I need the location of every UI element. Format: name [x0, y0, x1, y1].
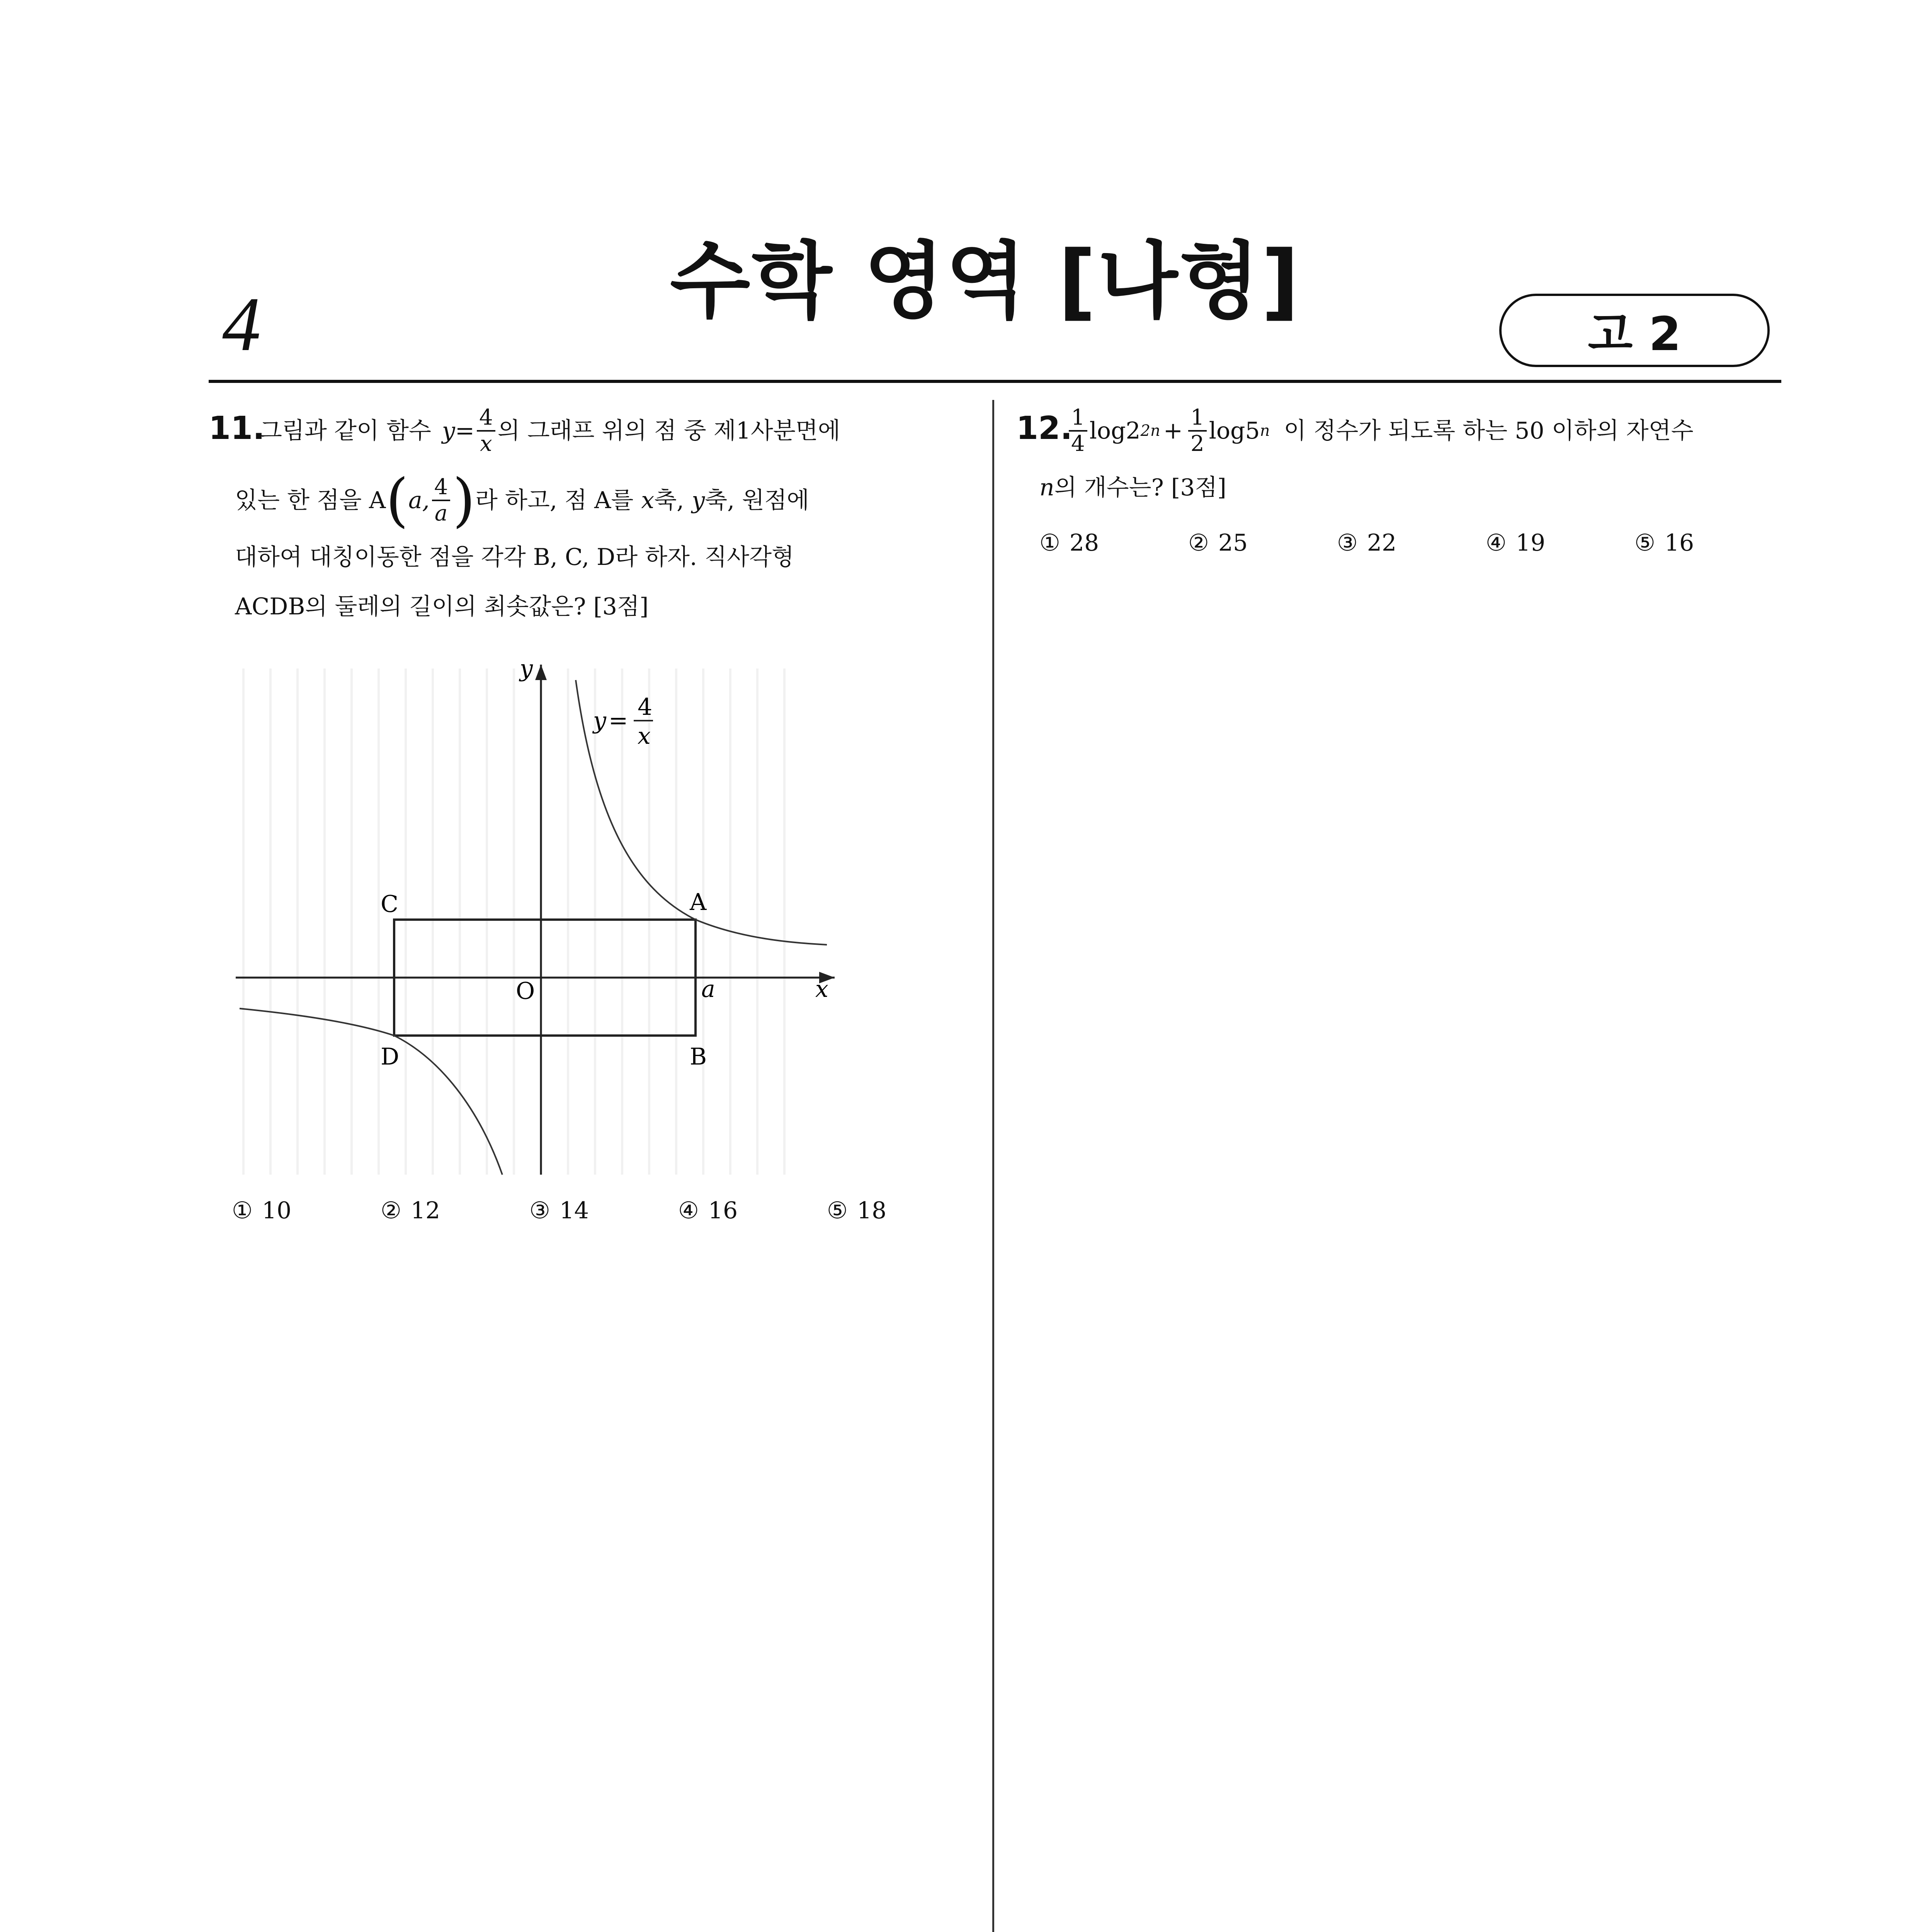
q12-text-2: 의 개수는? [3점] [1054, 474, 1226, 501]
curve-label-num: 4 [638, 694, 653, 721]
q12-log-2: log5 [1209, 417, 1260, 444]
header-rule [209, 380, 1781, 383]
column-divider [992, 400, 994, 1932]
question-12-number: 12. [1016, 410, 1073, 447]
choice-mark: ⑤ [827, 1197, 848, 1224]
right-paren: ) [452, 467, 475, 534]
curve-label-eq: = [609, 707, 628, 734]
q11-choice-2[interactable] [381, 1197, 529, 1224]
q11-frac-den: x [480, 431, 492, 456]
choice-value: 14 [559, 1197, 589, 1224]
q12-exp-2: n [1260, 422, 1270, 440]
q11-y-axis-var: y [692, 487, 705, 514]
question-11-line-1 [260, 402, 840, 460]
q12-frac2-den: 2 [1190, 431, 1204, 456]
choice-mark: ③ [529, 1197, 550, 1224]
question-11-line-2 [235, 467, 810, 534]
q12-log-1: log2 [1089, 417, 1141, 444]
q12-fraction-1 [1069, 405, 1087, 457]
q11-y-var: y [442, 417, 455, 444]
choice-value: 19 [1515, 529, 1546, 556]
grade-label: 고 2 [1588, 308, 1681, 361]
hyperbola-branch-q3 [240, 1009, 502, 1175]
page-number: 4 [222, 282, 261, 367]
q11-text-4: 라 하고, 점 A를 [475, 487, 634, 514]
choice-value: 22 [1367, 529, 1397, 556]
question-12-line-2 [1039, 476, 1226, 499]
q11-text-1: 그림과 같이 함수 [260, 417, 431, 444]
choice-value: 10 [262, 1197, 292, 1224]
choice-value: 16 [708, 1197, 738, 1224]
choice-mark: ③ [1337, 529, 1358, 556]
q11-choice-3[interactable] [529, 1197, 678, 1224]
hyperbola-figure [232, 657, 835, 1182]
choice-value: 28 [1069, 529, 1099, 556]
q12-choice-5[interactable] [1634, 529, 1694, 556]
q12-frac1-den: 4 [1071, 431, 1085, 456]
q12-text-1: 이 정수가 되도록 하는 50 이하의 자연수 [1284, 417, 1694, 444]
figure-background-stripes [243, 668, 784, 1175]
x-axis-label: x [815, 976, 828, 1003]
point-c-label: C [381, 891, 398, 918]
choice-value: 18 [857, 1197, 887, 1224]
q12-choice-1[interactable] [1039, 529, 1188, 556]
q12-choice-3[interactable] [1337, 529, 1486, 556]
q12-choice-4[interactable] [1486, 529, 1634, 556]
q12-exp-1: 2n [1140, 422, 1160, 440]
y-axis-label: y [520, 657, 533, 682]
q11-choice-1[interactable] [232, 1197, 381, 1224]
q11-text-6: 축, 원점에 [705, 487, 810, 514]
q11-choice-4[interactable] [678, 1197, 827, 1224]
choice-mark: ④ [678, 1197, 699, 1224]
q11-x-axis-var: x [641, 487, 655, 514]
choice-mark: ④ [1486, 529, 1507, 556]
tick-a-label: a [701, 976, 715, 1003]
choice-mark: ① [1039, 529, 1060, 556]
q11-point-frac-den: a [434, 501, 448, 526]
question-12-line-1 [1066, 402, 1694, 460]
point-b-label: B [690, 1043, 707, 1070]
q12-plus: + [1163, 417, 1183, 444]
curve-label-den: x [638, 723, 651, 750]
choice-value: 16 [1664, 529, 1694, 556]
q11-choice-5[interactable] [827, 1197, 886, 1224]
q11-point-a: a, [408, 487, 430, 514]
y-axis-arrow [535, 665, 547, 680]
q12-fraction-2 [1188, 405, 1207, 457]
origin-label: O [516, 978, 535, 1005]
left-paren: ( [386, 467, 408, 534]
q12-frac1-num: 1 [1069, 405, 1087, 432]
question-11-number: 11. [209, 410, 265, 447]
choice-mark: ⑤ [1634, 529, 1655, 556]
question-12-choices [1039, 529, 1694, 556]
choice-mark: ② [1188, 529, 1209, 556]
choice-mark: ② [381, 1197, 401, 1224]
point-d-label: D [381, 1043, 400, 1070]
curve-label-y: y [593, 707, 606, 734]
q11-text-3: 있는 한 점을 A [235, 487, 386, 514]
q12-choice-2[interactable] [1188, 529, 1337, 556]
choice-value: 25 [1218, 529, 1248, 556]
q11-equals: = [455, 417, 475, 444]
q12-n-var: n [1039, 474, 1054, 501]
q12-frac2-num: 1 [1188, 405, 1207, 432]
q11-text-2: 의 그래프 위의 점 중 제1사분면에 [497, 417, 840, 444]
q11-point-fraction [432, 475, 451, 526]
q11-point-frac-num: 4 [432, 475, 451, 501]
q11-fraction [477, 405, 495, 457]
question-11-line-4: ACDB의 둘레의 길이의 최솟값은? [3점] [235, 593, 649, 620]
choice-value: 12 [410, 1197, 440, 1224]
page-title: 수학 영역 [나형] [670, 233, 1301, 330]
q11-text-5: 축, [654, 487, 684, 514]
question-11-line-3: 대하여 대칭이동한 점을 각각 B, C, D라 하자. 직사각형 [235, 544, 794, 571]
grade-badge [1499, 294, 1770, 367]
choice-mark: ① [232, 1197, 253, 1224]
question-11-choices [232, 1197, 886, 1224]
q11-frac-num: 4 [477, 405, 495, 432]
point-a-label: A [690, 889, 707, 916]
